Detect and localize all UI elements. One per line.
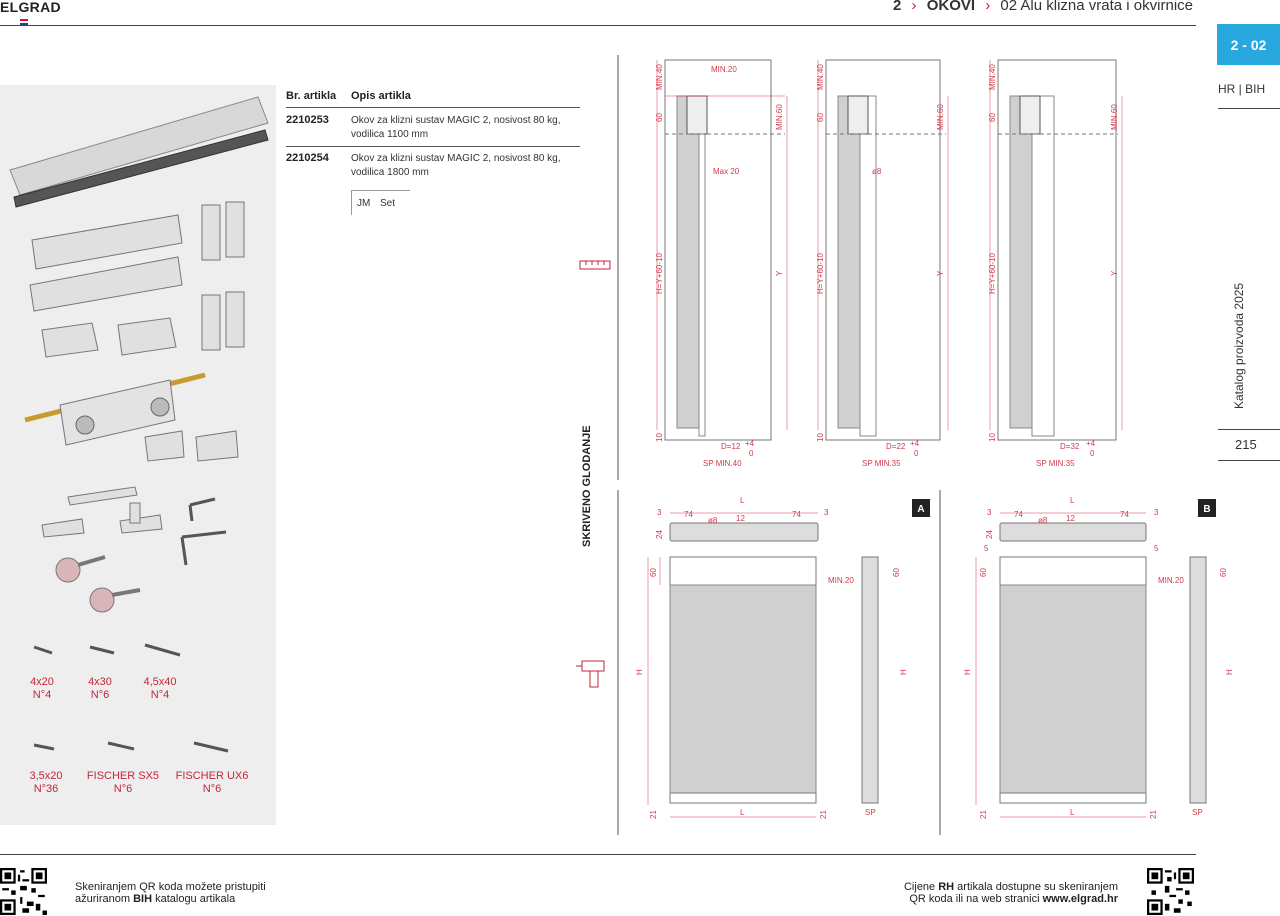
svg-text:Max 20: Max 20: [713, 167, 740, 176]
breadcrumb: [893, 0, 1193, 14]
svg-text:ø8: ø8: [708, 516, 718, 525]
drawing-side-title: SKRIVENO GLODANJE: [581, 425, 593, 547]
svg-text:D=12: D=12: [721, 442, 741, 451]
svg-text:74: 74: [684, 510, 693, 519]
header-divider: [0, 25, 1196, 26]
svg-text:MIN.40: MIN.40: [655, 64, 664, 90]
svg-text:D=22: D=22: [886, 442, 906, 451]
variant-b-drawing: [963, 496, 1234, 819]
svg-text:L: L: [740, 808, 745, 817]
svg-text:10: 10: [816, 433, 825, 442]
svg-text:12: 12: [1066, 514, 1075, 523]
svg-text:10: 10: [988, 433, 997, 442]
breadcrumb-chapter[interactable]: OKOVI: [926, 0, 976, 14]
svg-text:SP: SP: [1192, 808, 1203, 817]
unit-label: JM: [357, 198, 371, 209]
breadcrumb-section-num[interactable]: 02: [1000, 0, 1018, 14]
top-view-d12: [655, 60, 787, 468]
screw-label: 4x30 N°6: [88, 676, 112, 701]
tab-divider: [1218, 429, 1280, 430]
footer-divider: [0, 854, 1196, 855]
svg-text:H: H: [899, 669, 908, 675]
svg-text:60: 60: [649, 568, 658, 577]
product-parts-illustration: [0, 85, 276, 825]
unit-value: Set: [380, 198, 396, 209]
section-tab[interactable]: 2 - 02: [1217, 24, 1280, 65]
chevron-right-icon: ›: [911, 0, 917, 14]
page-number: 215: [1235, 437, 1257, 452]
svg-text:H=Y+60-10: H=Y+60-10: [988, 253, 997, 294]
svg-text:12: 12: [736, 514, 745, 523]
brand-logo: ELGRAD: [0, 0, 61, 15]
svg-text:H=Y+60-10: H=Y+60-10: [816, 253, 825, 294]
technical-drawing: [560, 45, 1234, 845]
drill-icon: [576, 661, 604, 687]
breadcrumb-chapter-num[interactable]: 2: [893, 0, 902, 14]
variant-b-badge: B: [1203, 504, 1211, 515]
catalog-title: Katalog proizvoda 2025: [1232, 282, 1246, 409]
footer-right-text: Cijene RH artikala dostupne su skeniranjem QR koda ili na web stranici www.elgrad.hr: [903, 881, 1118, 905]
svg-text:L: L: [1070, 808, 1075, 817]
svg-text:21: 21: [979, 810, 988, 819]
svg-text:60: 60: [892, 568, 901, 577]
top-view-d22: [816, 60, 948, 468]
qr-code-bih[interactable]: [0, 868, 47, 915]
svg-text:H: H: [963, 669, 972, 675]
svg-text:5: 5: [984, 544, 989, 553]
unit-cell: [351, 190, 410, 215]
svg-text:24: 24: [655, 530, 664, 539]
svg-text:SP MIN.35: SP MIN.35: [1036, 459, 1075, 468]
website-link[interactable]: www.elgrad.hr: [1042, 893, 1118, 905]
svg-text:MIN.60: MIN.60: [936, 104, 945, 130]
svg-text:H: H: [635, 669, 644, 675]
article-code: 2210253: [286, 114, 329, 126]
svg-text:10: 10: [655, 433, 664, 442]
product-image: [0, 85, 276, 825]
svg-text:MIN.60: MIN.60: [1110, 104, 1119, 130]
dowel-label: FISCHER UX6 N°6: [175, 770, 249, 795]
svg-text:21: 21: [1149, 810, 1158, 819]
svg-text:60: 60: [816, 113, 825, 122]
variant-a-badge: A: [917, 504, 925, 515]
svg-text:21: 21: [819, 810, 828, 819]
svg-text:5: 5: [1154, 544, 1159, 553]
svg-text:H: H: [1225, 669, 1234, 675]
svg-text:SP MIN.35: SP MIN.35: [862, 459, 901, 468]
footer-left-text: Skeniranjem QR koda možete pristupiti ažuriranom BIH katalogu artikala: [75, 881, 266, 905]
table-header-article: Br. artikla: [286, 90, 337, 102]
svg-text:MIN.60: MIN.60: [775, 104, 784, 130]
article-desc: Okov za klizni sustav MAGIC 2, nosivost 80 kg, vodilica 1800 mm: [351, 153, 561, 178]
svg-text:3: 3: [1154, 508, 1159, 517]
svg-text:60: 60: [988, 113, 997, 122]
chevron-right-icon: ›: [985, 0, 991, 14]
svg-text:ø8: ø8: [872, 167, 882, 176]
svg-text:MIN.20: MIN.20: [1158, 576, 1184, 585]
svg-text:H=Y+60-10: H=Y+60-10: [655, 253, 664, 294]
screw-label: 3,5x20 N°36: [29, 770, 63, 795]
article-desc: Okov za klizni sustav MAGIC 2, nosivost 80 kg, vodilica 1100 mm: [351, 115, 561, 140]
svg-text:MIN.40: MIN.40: [816, 64, 825, 90]
top-view-d32: [988, 60, 1122, 468]
svg-text:MIN.20: MIN.20: [711, 65, 737, 74]
svg-text:74: 74: [792, 510, 801, 519]
svg-text:SP: SP: [865, 808, 876, 817]
svg-text:60: 60: [655, 113, 664, 122]
svg-text:Y: Y: [775, 270, 784, 276]
variant-a-drawing: [635, 496, 930, 819]
svg-text:ø8: ø8: [1038, 516, 1048, 525]
svg-text:+4: +4: [910, 439, 920, 448]
article-code: 2210254: [286, 152, 329, 164]
qr-code-rh[interactable]: [1147, 868, 1194, 915]
language-label: HR | BIH: [1218, 82, 1266, 96]
svg-text:Y: Y: [1110, 270, 1119, 276]
table-header-desc: Opis artikla: [351, 90, 411, 102]
tab-divider: [1218, 460, 1280, 461]
svg-text:L: L: [740, 496, 745, 505]
ruler-icon: [580, 261, 610, 269]
dowel-label: FISCHER SX5 N°6: [86, 770, 160, 795]
screw-label: 4x20 N°4: [30, 676, 54, 701]
svg-text:0: 0: [914, 449, 919, 458]
svg-text:60: 60: [1219, 568, 1228, 577]
svg-text:0: 0: [749, 449, 754, 458]
svg-text:24: 24: [985, 530, 994, 539]
svg-text:21: 21: [649, 810, 658, 819]
svg-text:SP MIN.40: SP MIN.40: [703, 459, 742, 468]
svg-text:0: 0: [1090, 449, 1095, 458]
svg-text:60: 60: [979, 568, 988, 577]
svg-text:74: 74: [1120, 510, 1129, 519]
breadcrumb-section[interactable]: Alu klizna vrata i okvirnice: [1020, 0, 1193, 14]
tab-divider: [1218, 108, 1280, 109]
svg-text:+4: +4: [1086, 439, 1096, 448]
svg-text:MIN.20: MIN.20: [828, 576, 854, 585]
svg-text:Y: Y: [936, 270, 945, 276]
screw-label: 4,5x40 N°4: [143, 676, 177, 701]
svg-text:74: 74: [1014, 510, 1023, 519]
svg-text:MIN.40: MIN.40: [988, 64, 997, 90]
svg-text:+4: +4: [745, 439, 755, 448]
svg-text:D=32: D=32: [1060, 442, 1080, 451]
svg-text:L: L: [1070, 496, 1075, 505]
svg-text:3: 3: [657, 508, 662, 517]
svg-text:3: 3: [987, 508, 992, 517]
svg-text:3: 3: [824, 508, 829, 517]
